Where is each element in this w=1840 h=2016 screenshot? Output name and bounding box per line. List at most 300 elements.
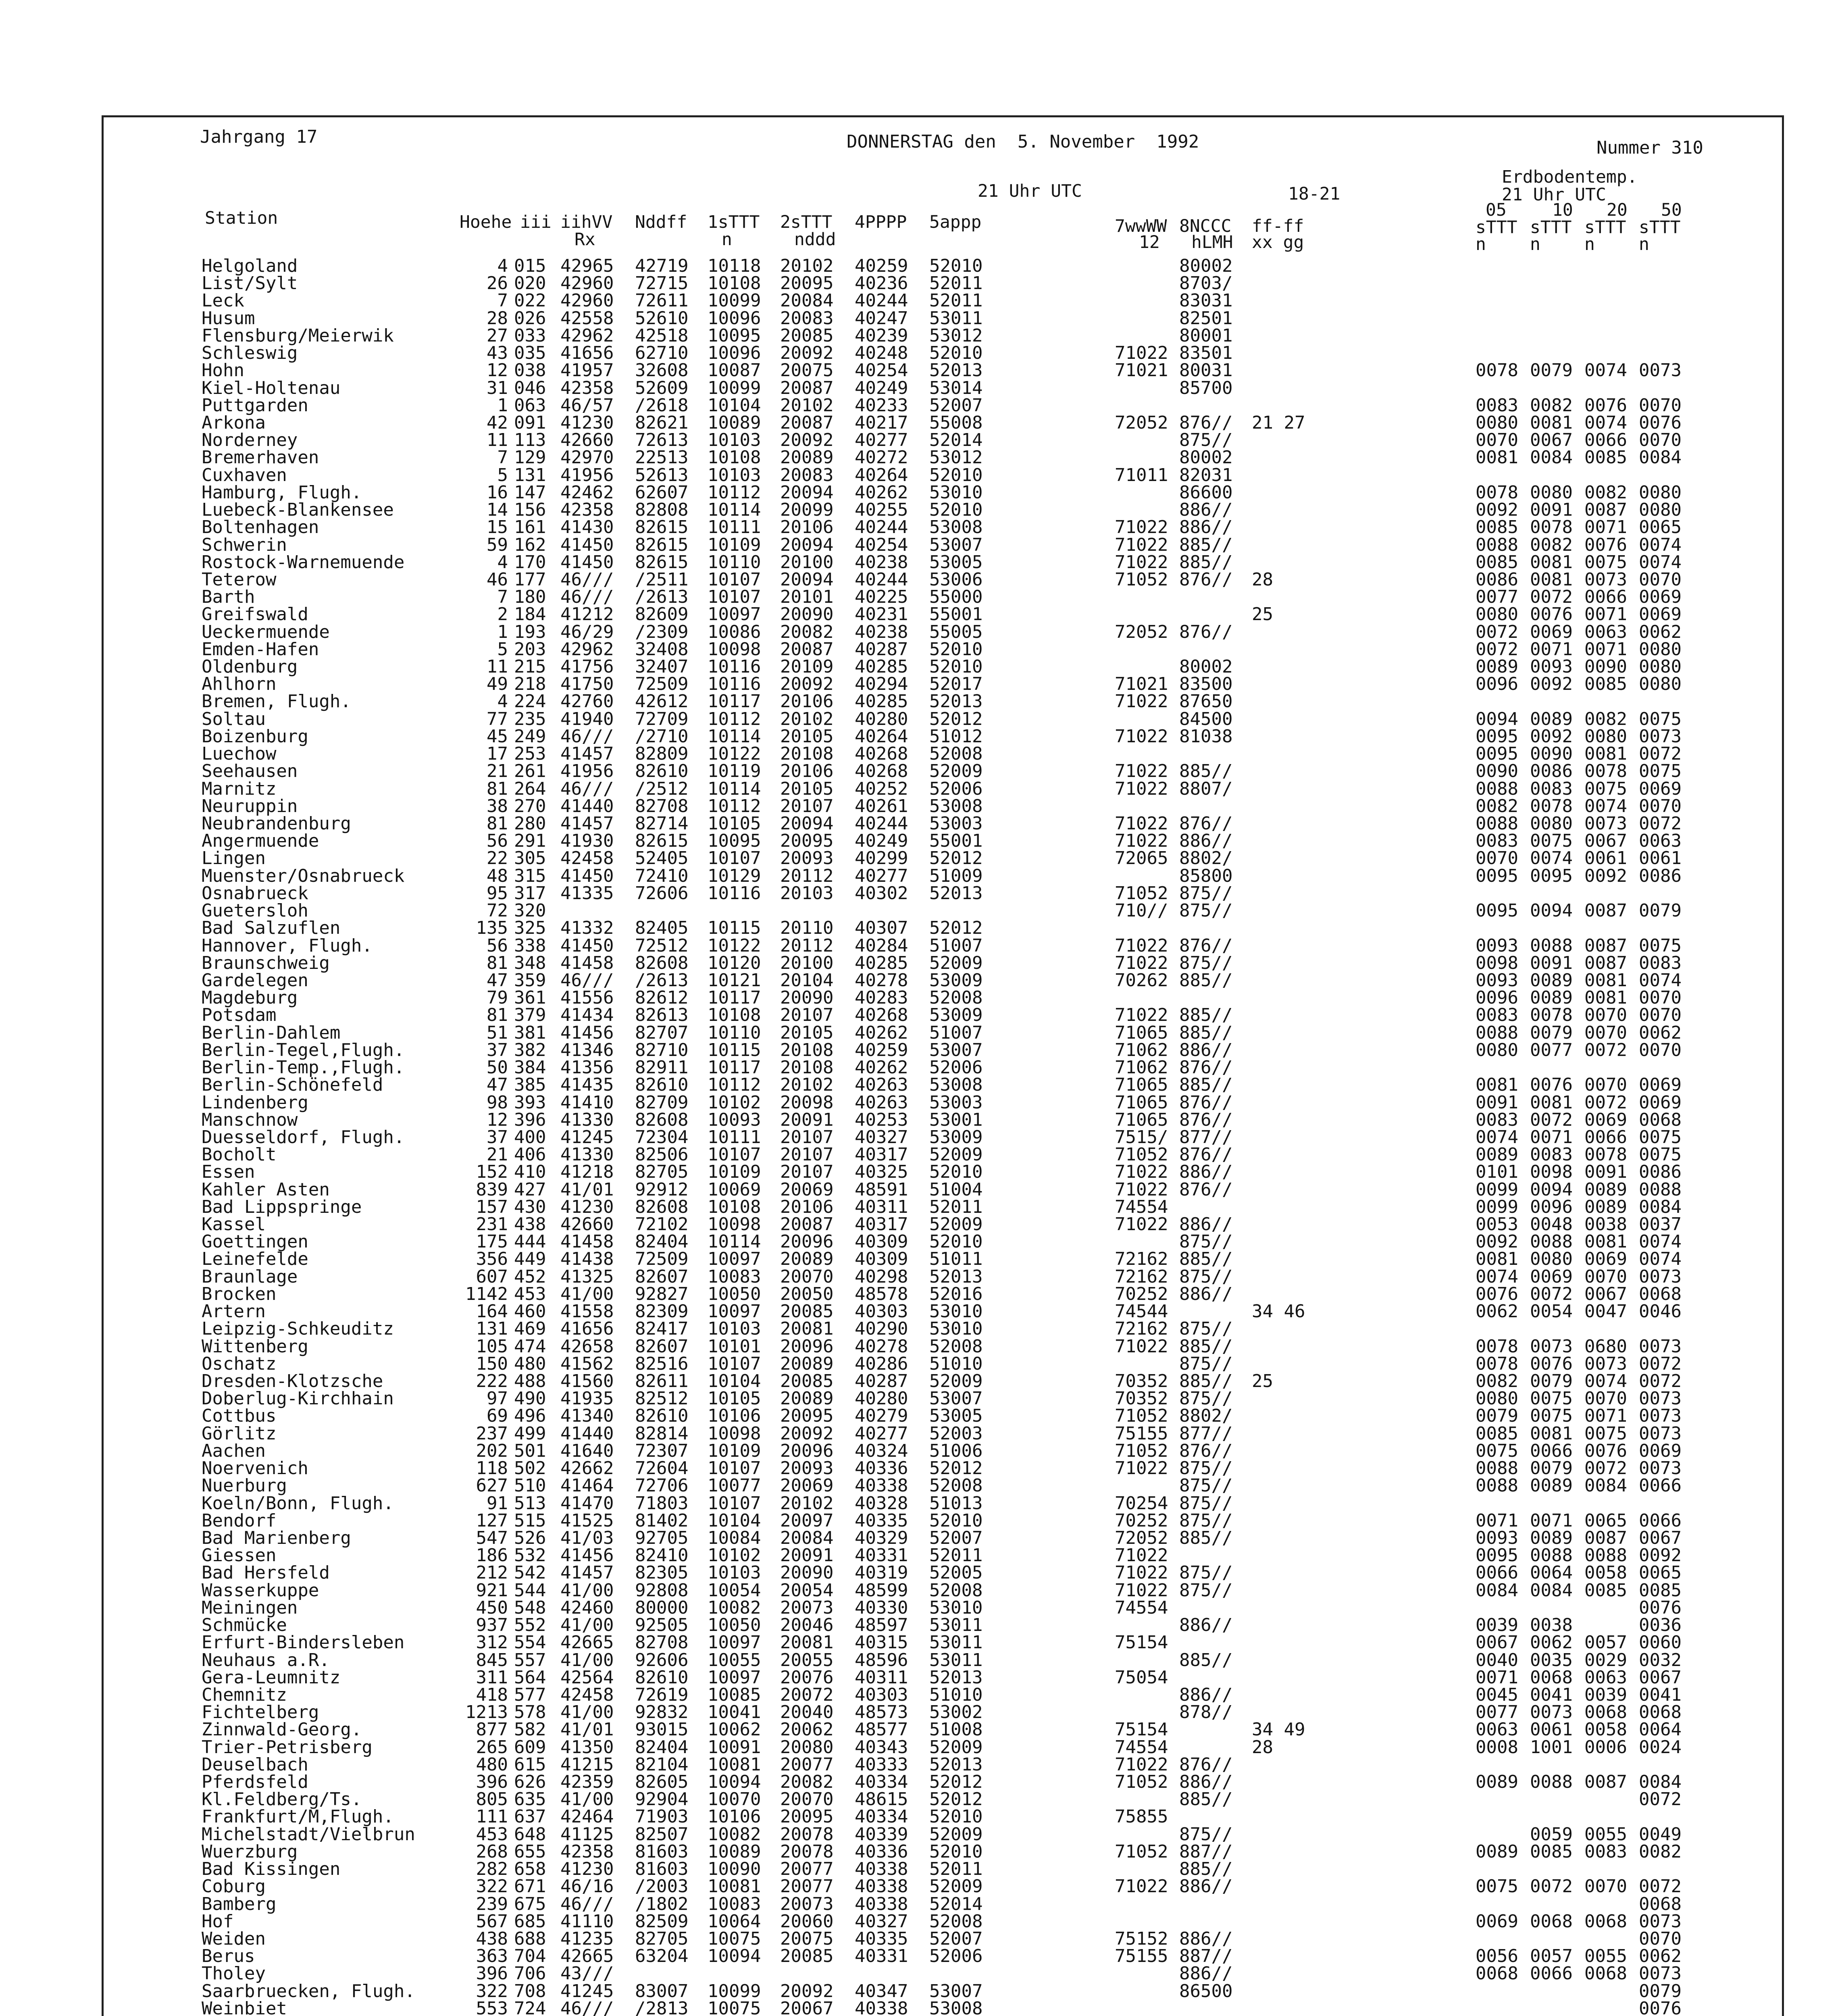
cell-erd-20: 0069 (1584, 1109, 1627, 1130)
cell-station: Ueckermuende (202, 621, 330, 642)
cell-erd-05: 0072 (1476, 621, 1518, 642)
cell-s1ttt: 10107 (708, 569, 761, 590)
cell-erd-50: 0065 (1639, 1562, 1682, 1583)
cell-ww: 72065 (1115, 848, 1168, 869)
cell-bn: 886// (1179, 1929, 1233, 1949)
cell-erd-10: 0094 (1530, 1179, 1573, 1200)
cell-p4: 40277 (855, 430, 908, 451)
cell-iii: 315 (514, 865, 546, 886)
cell-hoehe: 418 (476, 1684, 508, 1705)
cell-s1ttt: 10112 (708, 1075, 761, 1095)
cell-bn: 887// (1179, 1946, 1233, 1967)
cell-a5: 52007 (929, 395, 983, 416)
table-row (0, 344, 1840, 362)
cell-erd-50: 0074 (1639, 552, 1682, 573)
cell-p4: 40331 (855, 1545, 908, 1566)
cell-a5: 53010 (929, 482, 983, 503)
table-row (0, 257, 1840, 275)
cell-ww: 75154 (1115, 1719, 1168, 1740)
cell-a5: 52012 (929, 1772, 983, 1793)
cell-hoehe: 26 (487, 273, 508, 294)
cell-s2ttt: 20092 (780, 1423, 834, 1444)
table-row (0, 798, 1840, 815)
cell-erd-50: 0073 (1639, 1423, 1682, 1444)
cell-s1ttt: 10081 (708, 1876, 761, 1897)
cell-station: Braunschweig (202, 952, 330, 973)
cell-s1ttt: 10108 (708, 1196, 761, 1217)
col-sttt-3: sTTT (1584, 217, 1626, 237)
cell-p4: 40287 (855, 639, 908, 660)
cell-ww: 71052 (1115, 569, 1168, 590)
cell-p4: 40307 (855, 918, 908, 939)
cell-ww: 75054 (1115, 1667, 1168, 1688)
cell-iihvv: 43/// (560, 1963, 614, 1984)
cell-s2ttt: 20084 (780, 290, 834, 311)
cell-nddff: 92832 (635, 1702, 689, 1723)
cell-bn: 886// (1179, 1772, 1233, 1793)
cell-nddff: 82609 (635, 604, 689, 625)
cell-erd-50: 0036 (1639, 1615, 1682, 1636)
col-7wwww-sub: 12 (1139, 232, 1160, 252)
cell-erd-05: 0083 (1476, 831, 1518, 852)
cell-iihvv: 41/01 (560, 1179, 614, 1200)
cell-station: Potsdam (202, 1005, 277, 1026)
cell-hoehe: 921 (476, 1580, 508, 1601)
cell-s1ttt: 10107 (708, 848, 761, 869)
cell-nddff: /1802 (635, 1893, 689, 1914)
cell-p4: 40336 (855, 1841, 908, 1862)
cell-erd-50: 0074 (1639, 970, 1682, 991)
cell-s1ttt: 10114 (708, 1231, 761, 1252)
cell-station: Emden-Hafen (202, 639, 319, 660)
cell-iii: 218 (514, 674, 546, 695)
table-row (0, 1390, 1840, 1407)
cell-iii: 022 (514, 290, 546, 311)
cell-erd-20: 0087 (1584, 952, 1627, 973)
cell-iihvv: 42960 (560, 290, 614, 311)
cell-erd-20: 0029 (1584, 1649, 1627, 1670)
cell-hoehe: 11 (487, 656, 508, 677)
table-row (0, 1076, 1840, 1093)
cell-erd-05: 0084 (1476, 1580, 1518, 1601)
cell-a5: 53005 (929, 552, 983, 573)
cell-erd-50: 0092 (1639, 1545, 1682, 1566)
table-row (0, 1268, 1840, 1285)
cell-iihvv: 41332 (560, 918, 614, 939)
cell-hoehe: 15 (487, 517, 508, 538)
cell-iii: 410 (514, 1162, 546, 1183)
cell-erd-10: 0095 (1530, 865, 1573, 886)
table-row (0, 1895, 1840, 1913)
cell-ww: 74554 (1115, 1597, 1168, 1618)
cell-iii: 224 (514, 691, 546, 712)
cell-erd-10: 0041 (1530, 1684, 1573, 1705)
cell-p4: 40263 (855, 1075, 908, 1095)
cell-a5: 51008 (929, 1719, 983, 1740)
table-row (0, 2000, 1840, 2016)
cell-bn: 85700 (1179, 377, 1233, 398)
cell-p4: 40327 (855, 1911, 908, 1932)
cell-bn: 875// (1179, 1266, 1233, 1287)
cell-station: Teterow (202, 569, 277, 590)
cell-s2ttt: 20090 (780, 987, 834, 1008)
cell-erd-20: 0078 (1584, 1144, 1627, 1165)
cell-station: Giessen (202, 1545, 277, 1566)
cell-ww: 71022 (1115, 1179, 1168, 1200)
cell-nddff: 82707 (635, 1022, 689, 1043)
cell-erd-05: 0062 (1476, 1301, 1518, 1322)
cell-iihvv: 41458 (560, 952, 614, 973)
cell-erd-20: 0087 (1584, 1527, 1627, 1548)
cell-ww: 75155 (1115, 1946, 1168, 1967)
cell-erd-10: 0094 (1530, 900, 1573, 921)
cell-bn: 885// (1179, 534, 1233, 555)
cell-erd-05: 0088 (1476, 778, 1518, 799)
cell-s1ttt: 10094 (708, 1772, 761, 1793)
cell-iihvv: 42760 (560, 691, 614, 712)
cell-erd-20: 0039 (1584, 1684, 1627, 1705)
cell-station: Hamburg, Flugh. (202, 482, 362, 503)
cell-erd-10: 0082 (1530, 534, 1573, 555)
cell-nddff: 42518 (635, 325, 689, 346)
cell-erd-50: 0067 (1639, 1527, 1682, 1548)
cell-bn: 885// (1179, 1022, 1233, 1043)
cell-iihvv: 41340 (560, 1406, 614, 1427)
cell-s2ttt: 20107 (780, 1162, 834, 1183)
cell-erd-20: 0068 (1584, 1911, 1627, 1932)
cell-erd-50: 0088 (1639, 1179, 1682, 1200)
cell-hoehe: 627 (476, 1475, 508, 1496)
cell-hoehe: 265 (476, 1737, 508, 1758)
cell-iii: 544 (514, 1580, 546, 1601)
cell-s1ttt: 10101 (708, 1336, 761, 1357)
cell-nddff: 72410 (635, 865, 689, 886)
cell-nddff: 82705 (635, 1929, 689, 1949)
cell-iii: 180 (514, 587, 546, 608)
cell-iihvv: 46/// (560, 778, 614, 799)
cell-iihvv: 41/00 (560, 1615, 614, 1636)
cell-erd-05: 0101 (1476, 1162, 1518, 1183)
cell-s2ttt: 20089 (780, 1249, 834, 1270)
cell-p4: 40338 (855, 1893, 908, 1914)
col-sttt-1: sTTT (1476, 217, 1517, 237)
cell-s2ttt: 20060 (780, 1911, 834, 1932)
cell-erd-50: 0080 (1639, 656, 1682, 677)
cell-erd-50: 0073 (1639, 1388, 1682, 1409)
cell-s1ttt: 10075 (708, 1929, 761, 1949)
cell-a5: 52010 (929, 343, 983, 364)
cell-ww: 71052 (1115, 1440, 1168, 1461)
cell-s1ttt: 10055 (708, 1649, 761, 1670)
cell-erd-05: 0089 (1476, 1772, 1518, 1793)
cell-a5: 52011 (929, 273, 983, 294)
cell-iihvv: 46/// (560, 1893, 614, 1914)
cell-p4: 40309 (855, 1249, 908, 1270)
cell-erd-20: 0066 (1584, 1127, 1627, 1148)
cell-bn: 886// (1179, 1684, 1233, 1705)
cell-s2ttt: 20046 (780, 1615, 834, 1636)
cell-s1ttt: 10117 (708, 987, 761, 1008)
cell-erd-20: 0076 (1584, 534, 1627, 555)
cell-iihvv: 42460 (560, 1597, 614, 1618)
cell-iii: 648 (514, 1824, 546, 1845)
col-4pppp: 4PPPP (855, 212, 907, 232)
cell-s2ttt: 20078 (780, 1824, 834, 1845)
cell-ww: 71022 (1115, 1876, 1168, 1897)
cell-erd-20: 0071 (1584, 517, 1627, 538)
cell-s1ttt: 10094 (708, 1946, 761, 1967)
cell-iii: 685 (514, 1911, 546, 1932)
cell-iii: 427 (514, 1179, 546, 1200)
table-row (0, 1649, 1840, 1670)
cell-iii: 552 (514, 1615, 546, 1636)
cell-p4: 40278 (855, 1336, 908, 1357)
cell-s1ttt: 10081 (708, 1754, 761, 1775)
cell-station: Lindenberg (202, 1092, 308, 1113)
cell-p4: 40277 (855, 1423, 908, 1444)
table-row (0, 972, 1840, 989)
cell-erd-50: 0086 (1639, 865, 1682, 886)
cell-station: Schmücke (202, 1615, 287, 1636)
table-row (0, 1303, 1840, 1320)
table-row (0, 902, 1840, 919)
cell-hoehe: 4 (497, 552, 508, 573)
table-row (0, 1163, 1840, 1181)
cell-a5: 52003 (929, 1423, 983, 1444)
cell-iihvv: 41245 (560, 1981, 614, 2001)
cell-station: Erfurt-Bindersleben (202, 1632, 405, 1653)
cell-p4: 40335 (855, 1929, 908, 1949)
cell-a5: 52017 (929, 674, 983, 695)
cell-p4: 40324 (855, 1440, 908, 1461)
cell-hoehe: 81 (487, 1005, 508, 1026)
cell-nddff: 82506 (635, 1144, 689, 1165)
cell-p4: 40287 (855, 1371, 908, 1391)
cell-station: Oldenburg (202, 656, 298, 677)
cell-iihvv: 46/16 (560, 1876, 614, 1897)
cell-ww: 71021 (1115, 360, 1168, 381)
col-ff: ff-ff (1252, 216, 1304, 236)
cell-nddff: 32608 (635, 360, 689, 381)
cell-hoehe: 27 (487, 325, 508, 346)
table-row (0, 1913, 1840, 1930)
table-row (0, 292, 1840, 309)
cell-iihvv: 41438 (560, 1249, 614, 1270)
cell-ww: 71022 (1115, 1458, 1168, 1479)
cell-p4: 40284 (855, 935, 908, 956)
cell-iii: 320 (514, 900, 546, 921)
cell-erd-20: 0081 (1584, 970, 1627, 991)
table-row (0, 1250, 1840, 1268)
cell-s2ttt: 20091 (780, 1545, 834, 1566)
cell-nddff: 81603 (635, 1841, 689, 1862)
cell-erd-05: 0071 (1476, 1510, 1518, 1531)
col-group-1821: 18-21 (1288, 184, 1340, 204)
cell-a5: 53008 (929, 517, 983, 538)
cell-erd-05: 0099 (1476, 1179, 1518, 1200)
cell-station: Brocken (202, 1283, 277, 1304)
cell-erd-20: 0082 (1584, 482, 1627, 503)
cell-erd-20: 0055 (1584, 1824, 1627, 1845)
cell-ww: 74544 (1115, 1301, 1168, 1322)
cell-iii: 359 (514, 970, 546, 991)
cell-s1ttt: 10087 (708, 360, 761, 381)
cell-erd-20: 0083 (1584, 1841, 1627, 1862)
cell-station: List/Sylt (202, 273, 298, 294)
cell-a5: 53009 (929, 970, 983, 991)
cell-station: Berlin-Dahlem (202, 1022, 341, 1043)
cell-ww: 71022 (1115, 691, 1168, 712)
cell-bn: 875// (1179, 1475, 1233, 1496)
cell-s2ttt: 20087 (780, 639, 834, 660)
cell-erd-10: 0072 (1530, 1109, 1573, 1130)
cell-hoehe: 131 (476, 1318, 508, 1339)
cell-s2ttt: 20082 (780, 1772, 834, 1793)
cell-bn: 875// (1179, 1493, 1233, 1514)
cell-s1ttt: 10112 (708, 482, 761, 503)
cell-station: Saarbruecken, Flugh. (202, 1981, 415, 2001)
cell-erd-05: 0056 (1476, 1946, 1518, 1967)
cell-p4: 40244 (855, 517, 908, 538)
cell-a5: 52010 (929, 1162, 983, 1183)
table-row (0, 832, 1840, 850)
cell-a5: 53009 (929, 1127, 983, 1148)
cell-bn: 80001 (1179, 325, 1233, 346)
cell-ww: 70254 (1115, 1493, 1168, 1514)
table-row (0, 850, 1840, 867)
cell-s2ttt: 20092 (780, 430, 834, 451)
cell-erd-20: 0070 (1584, 1075, 1627, 1095)
cell-hoehe: 1 (497, 395, 508, 416)
cell-ww: 71052 (1115, 1772, 1168, 1793)
cell-s1ttt: 10064 (708, 1911, 761, 1932)
cell-erd-20: 0057 (1584, 1632, 1627, 1653)
cell-nddff: 82610 (635, 1075, 689, 1095)
cell-ww: 710// (1115, 900, 1168, 921)
cell-a5: 51007 (929, 1022, 983, 1043)
cell-station: Görlitz (202, 1423, 277, 1444)
cell-a5: 52010 (929, 1841, 983, 1862)
cell-a5: 51007 (929, 935, 983, 956)
table-row (0, 606, 1840, 623)
cell-bn: 80002 (1179, 256, 1233, 276)
cell-s2ttt: 20100 (780, 952, 834, 973)
cell-nddff: 82710 (635, 1039, 689, 1060)
cell-erd-50: 0064 (1639, 1719, 1682, 1740)
cell-nddff: 82611 (635, 1371, 689, 1391)
cell-erd-05: 0083 (1476, 395, 1518, 416)
cell-s2ttt: 20085 (780, 1371, 834, 1391)
cell-station: Wuerzburg (202, 1841, 298, 1862)
cell-s1ttt: 10129 (708, 865, 761, 886)
cell-s2ttt: 20095 (780, 831, 834, 852)
cell-hoehe: 42 (487, 412, 508, 433)
cell-a5: 53006 (929, 569, 983, 590)
cell-iii: 291 (514, 831, 546, 852)
cell-s1ttt: 10097 (708, 604, 761, 625)
cell-p4: 40315 (855, 1632, 908, 1653)
cell-hoehe: 268 (476, 1841, 508, 1862)
cell-station: Artern (202, 1301, 266, 1322)
cell-station: Berlin-Tegel,Flugh. (202, 1039, 405, 1060)
cell-erd-20: 0075 (1584, 552, 1627, 573)
cell-station: Bad Lippspringe (202, 1196, 362, 1217)
cell-hoehe: 312 (476, 1632, 508, 1653)
cell-iihvv: 42662 (560, 1458, 614, 1479)
cell-hoehe: 202 (476, 1440, 508, 1461)
cell-a5: 52009 (929, 1824, 983, 1845)
cell-hoehe: 7 (497, 587, 508, 608)
cell-a5: 51006 (929, 1440, 983, 1461)
cell-iihvv: 42962 (560, 639, 614, 660)
cell-hoehe: 47 (487, 970, 508, 991)
cell-p4: 40311 (855, 1667, 908, 1688)
cell-p4: 40303 (855, 1684, 908, 1705)
cell-iii: 658 (514, 1859, 546, 1880)
cell-p4: 40298 (855, 1266, 908, 1287)
cell-nddff: 72604 (635, 1458, 689, 1479)
cell-iii: 671 (514, 1876, 546, 1897)
table-row (0, 1634, 1840, 1651)
cell-station: Nuerburg (202, 1475, 287, 1496)
cell-erd-05: 0079 (1476, 1406, 1518, 1427)
cell-bn: 886// (1179, 1963, 1233, 1984)
cell-bn: 877// (1179, 1423, 1233, 1444)
cell-erd-10: 0089 (1530, 970, 1573, 991)
cell-a5: 53011 (929, 1649, 983, 1670)
cell-erd-20: 0680 (1584, 1336, 1627, 1357)
cell-erd-10: 0048 (1530, 1214, 1573, 1235)
cell-erd-05: 0074 (1476, 1266, 1518, 1287)
cell-erd-50: 0070 (1639, 1039, 1682, 1060)
cell-erd-20: 0078 (1584, 761, 1627, 782)
cell-s1ttt: 10107 (708, 1493, 761, 1514)
cell-erd-10: 0096 (1530, 1196, 1573, 1217)
cell-s1ttt: 10106 (708, 1406, 761, 1427)
cell-iii: 046 (514, 377, 546, 398)
cell-s2ttt: 20094 (780, 569, 834, 590)
cell-station: Gardelegen (202, 970, 308, 991)
cell-hoehe: 396 (476, 1772, 508, 1793)
cell-nddff: 82911 (635, 1057, 689, 1078)
cell-bn: 86600 (1179, 482, 1233, 503)
cell-ww: 71022 (1115, 1214, 1168, 1235)
cell-erd-10: 0080 (1530, 813, 1573, 834)
cell-hoehe: 79 (487, 987, 508, 1008)
table-row (0, 397, 1840, 414)
cell-p4: 40255 (855, 500, 908, 521)
cell-p4: 40280 (855, 708, 908, 729)
cell-hoehe: 81 (487, 813, 508, 834)
cell-s1ttt: 10075 (708, 1998, 761, 2016)
cell-a5: 53005 (929, 1406, 983, 1427)
cell-iii: 548 (514, 1597, 546, 1618)
cell-iihvv: 41656 (560, 1318, 614, 1339)
cell-s1ttt: 10119 (708, 761, 761, 782)
cell-s2ttt: 20067 (780, 1998, 834, 2016)
table-row (0, 1721, 1840, 1738)
cell-a5: 53007 (929, 534, 983, 555)
cell-nddff: 72509 (635, 1249, 689, 1270)
cell-hoehe: 4 (497, 256, 508, 276)
cell-nddff: 82610 (635, 1406, 689, 1427)
table-row (0, 1529, 1840, 1547)
cell-iii: 249 (514, 726, 546, 747)
table-row (0, 1599, 1840, 1616)
cell-ww: 71065 (1115, 1075, 1168, 1095)
cell-iihvv: 41/00 (560, 1702, 614, 1723)
cell-station: Boizenburg (202, 726, 308, 747)
